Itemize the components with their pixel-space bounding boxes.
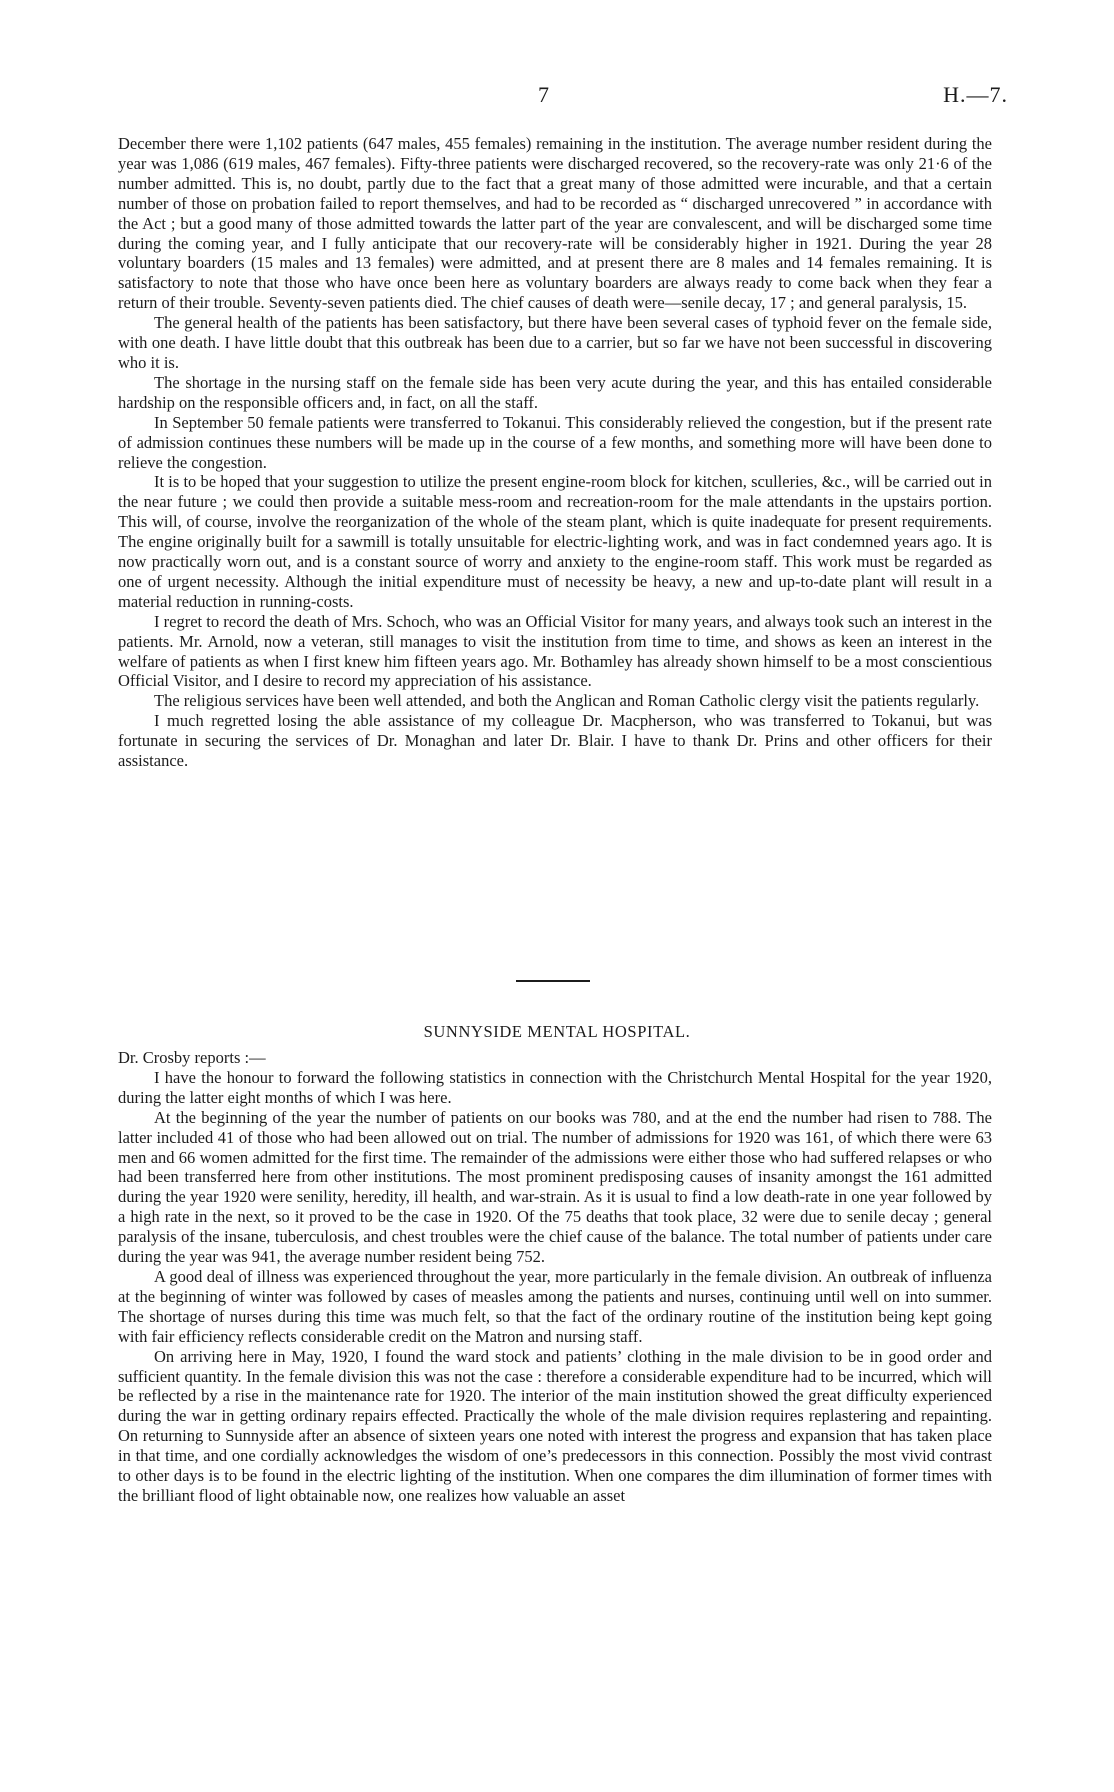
paragraph: On arriving here in May, 1920, I found the ward stock and patients’ clothing in the male division to be in good order and sufficient quantity. In the female division this was not the case : therefore a considerable expenditure had to be incurred, which will be reflected by a rise in the maintenance rate for 1920. The interior of the main institution showed the great difficulty experienced during the war in getting ordinary repairs effected. Practically the whole of the male division requires replastering and repainting. On returning to Sunnyside after an absence of sixteen years one noted with interest the progress and expansion that has taken place in that time, and one cordially acknowledges the wisdom of one’s predecessors in this connection. Possibly the most vivid contrast to other days is to be found in the electric lighting of the institution. When one compares the dim illumination of former times with the brilliant flood of light obtainable now, one realizes how valuable an asset bbox=[118, 1346, 992, 1505]
section-heading: SUNNYSIDE MENTAL HOSPITAL. bbox=[423, 1022, 691, 1041]
paragraph: December there were 1,102 patients (647 males, 455 females) remaining in the institution. The average number resident during the year was 1,086 (619 males, 467 females). Fifty-three patients were discharged recovered, so the recovery-rate was only 21·6 of the number admitted. This is, no doubt, partly due to the fact that a great many of those admitted were incurable, and that a certain number of those on probation failed to report themselves, and had to be recorded as “ discharged unrecovered ” in accordance with the Act ; but a good many of those admitted towards the latter part of the year are convalescent, and will be discharged some time during the coming year, and I fully anticipate that our recovery-rate will be considerably higher in 1921. During the year 28 voluntary boarders (15 males and 13 females) were admitted, and at present there are 8 males and 14 females remaining. It is satisfactory to note that those who have once been here as voluntary boarders are always ready to come back when they fear a return of their trouble. Seventy-seven patients died. The chief causes of death were—senile decay, 17 ; and general paralysis, 15. bbox=[118, 134, 992, 313]
document-reference: H.—7. bbox=[943, 82, 1008, 107]
paragraph: In September 50 female patients were transferred to Tokanui. This considerably relieved the congestion, but if the present rate of admission continues these numbers will be made up in the course of a few months, and something more will have been done to relieve the congestion. bbox=[118, 412, 992, 472]
paragraph: A good deal of illness was experienced throughout the year, more particularly in the female division. An outbreak of influenza at the beginning of winter was followed by cases of measles among the patients and nurses, continuing until well on into summer. The shortage of nurses during this time was much felt, so that the fact of the ordinary routine of the institution being kept going with fair efficiency reflects considerable credit on the Matron and nursing staff. bbox=[118, 1266, 992, 1346]
paragraph: I much regretted losing the able assistance of my colleague Dr. Macpherson, who was transferred to Tokanui, but was fortunate in securing the services of Dr. Monaghan and later Dr. Blair. I have to thank Dr. Prins and other officers for their assistance. bbox=[118, 711, 992, 771]
sunnyside-report bbox=[118, 1048, 992, 1506]
section-divider bbox=[516, 980, 590, 982]
page-number: 7 bbox=[538, 82, 549, 107]
paragraph: The general health of the patients has been satisfactory, but there have been several cases of typhoid fever on the female side, with one death. I have little doubt that this outbreak has been due to a carrier, but so far we have not been successful in discovering who it is. bbox=[118, 313, 992, 372]
paragraph: At the beginning of the year the number of patients on our books was 780, and at the end the number had risen to 788. The latter included 41 of those who had been allowed out on trial. The number of admissions for 1920 was 161, of which there were 63 men and 66 women admitted for the first time. The remainder of the admissions were either those who had suffered relapses or who had been transferred here from other institutions. The most prominent predisposing causes of insanity amongst the 161 admitted during the year 1920 were senility, heredity, ill health, and war-strain. As it is usual to find a low death-rate in one year followed by a high rate in the next, so it proved to be the case in 1920. Of the 75 deaths that took place, 32 were due to senile decay ; general paralysis of the insane, tuberculosis, and chest troubles were the chief cause of the balance. The total number of patients under care during the year was 941, the average number resident being 752. bbox=[118, 1107, 992, 1267]
reporter-line: Dr. Crosby reports :— bbox=[118, 1048, 266, 1067]
paragraph: I regret to record the death of Mrs. Schoch, who was an Official Visitor for many years, and always took such an interest in the patients. Mr. Arnold, now a veteran, still manages to visit the institution from time to time, and shows as keen an interest in the welfare of patients as when I first knew him fifteen years ago. Mr. Bothamley has already shown himself to be a most conscientious Official Visitor, and I desire to record my appreciation of his assistance. bbox=[118, 611, 992, 691]
paragraph: It is to be hoped that your suggestion to utilize the present engine-room block for kitchen, sculleries, &c., will be carried out in the near future ; we could then provide a suitable mess-room and recreation-room for the male attendants in the upstairs portion. This will, of course, involve the reorganization of the whole of the steam plant, which is quite inadequate for present requirements. The engine originally built for a sawmill is totally unsuitable for electric-lighting work, and was in fact condemned years ago. It is now practically worn out, and is a constant source of worry and anxiety to the engine-room staff. This work must be regarded as one of urgent necessity. Although the initial expenditure must of necessity be heavy, a new and up-to-date plant will result in a material reduction in running-costs. bbox=[118, 472, 992, 611]
report-continuation bbox=[118, 134, 992, 771]
paragraph: The shortage in the nursing staff on the female side has been very acute during the year, and this has entailed considerable hardship on the responsible officers and, in fact, on all the staff. bbox=[118, 372, 992, 412]
paragraph: I have the honour to forward the following statistics in connection with the Christchurch Mental Hospital for the year 1920, during the latter eight months of which I was here. bbox=[118, 1067, 992, 1107]
paragraph: The religious services have been well attended, and both the Anglican and Roman Catholic clergy visit the patients regularly. bbox=[154, 691, 980, 711]
page-header bbox=[0, 82, 1114, 112]
